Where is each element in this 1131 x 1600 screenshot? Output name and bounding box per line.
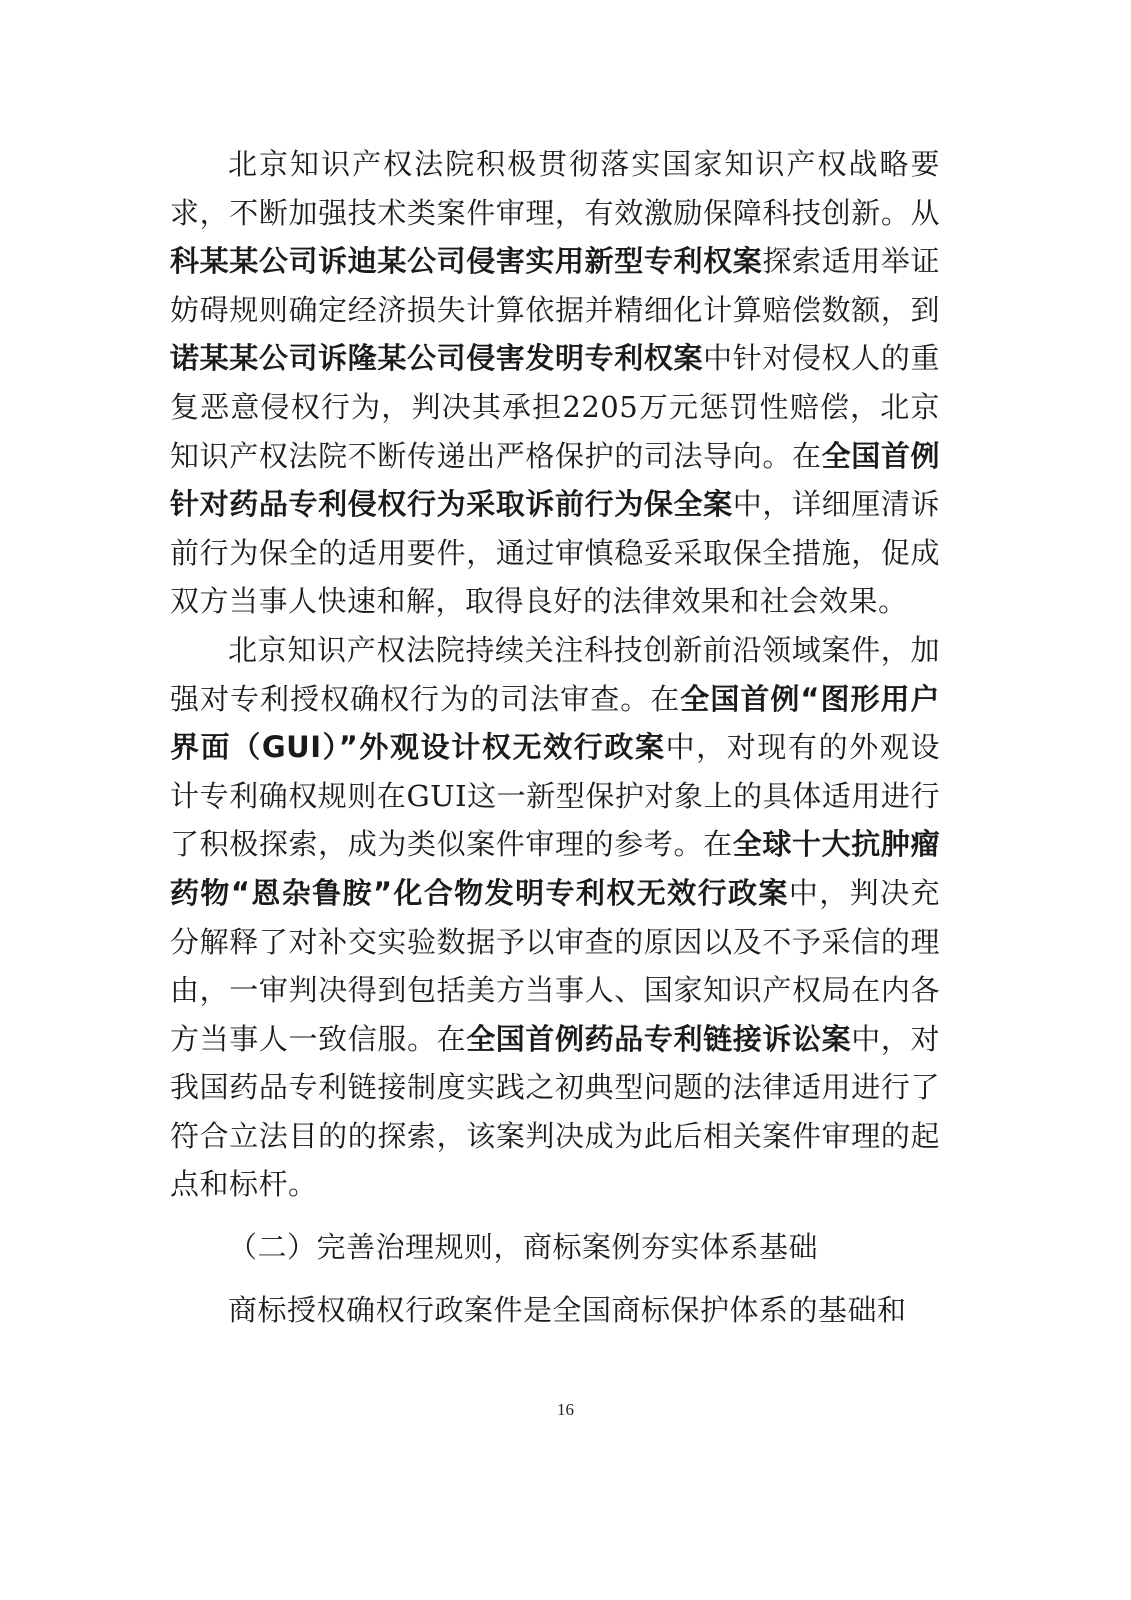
p2-case-title-3: 全国首例药品专利链接诉讼案	[466, 1021, 852, 1056]
p1-case-title-1: 科某某公司诉迪某公司侵害实用新型专利权案	[170, 244, 763, 279]
paragraph-frontier-cases	[170, 626, 940, 1209]
p2-text-4: 中，对我国药品专利链接制度实践之初典型问题的法律适用进行了符合立法目的的探索，该案判决成为此后相关案件审理的起点和标杆。	[170, 1021, 940, 1202]
p2-case-title-1: 全国首例“图形用户界面（GUI）”外观设计权无效行政案	[170, 681, 940, 765]
p1-text-4: 中，详细厘清诉前行为保全的适用要件，通过审慎稳妥采取保全措施，促成双方当事人快速和解，取得良好的法律效果和社会效果。	[170, 487, 940, 619]
p2-case-title-2: 全球十大抗肿瘤药物“恩杂鲁胺”化合物发明专利权无效行政案	[170, 827, 940, 910]
section-heading: （二）完善治理规则，商标案例夯实体系基础	[228, 1230, 819, 1265]
paragraph-technical-cases	[170, 140, 940, 626]
p1-case-title-3: 全国首例针对药品专利侵权行为采取诉前行为保全案	[170, 438, 940, 522]
p2-text-2: 中，对现有的外观设计专利确权规则在GUI这一新型保护对象上的具体适用进行了积极探索，成为类似案件审理的参考。在	[170, 730, 940, 862]
paragraph-trademark-intro: 商标授权确权行政案件是全国商标保护体系的基础和	[228, 1292, 907, 1327]
p1-case-title-2: 诺某某公司诉隆某公司侵害发明专利权案	[170, 341, 704, 376]
p1-text-2: 探索适用举证妨碍规则确定经济损失计算依据并精细化计算赔偿数额，到	[170, 244, 940, 327]
page-content	[170, 140, 940, 1334]
p2-text-3: 中，判决充分解释了对补交实验数据予以审查的原因以及不予采信的理由，一审判决得到包括美方当事人、国家知识产权局在内各方当事人一致信服。在	[170, 875, 940, 1056]
p1-text-1: 北京知识产权法院积极贯彻落实国家知识产权战略要求，不断加强技术类案件审理，有效激励保障科技创新。从	[170, 147, 940, 230]
p2-text-1: 北京知识产权法院持续关注科技创新前沿领域案件，加强对专利授权确权行为的司法审查。在	[170, 632, 940, 716]
p1-text-3: 中针对侵权人的重复恶意侵权行为，判决其承担2205万元惩罚性赔偿，北京知识产权法院不断传递出严格保护的司法导向。在	[170, 341, 940, 473]
page-number: 16	[557, 1400, 574, 1419]
